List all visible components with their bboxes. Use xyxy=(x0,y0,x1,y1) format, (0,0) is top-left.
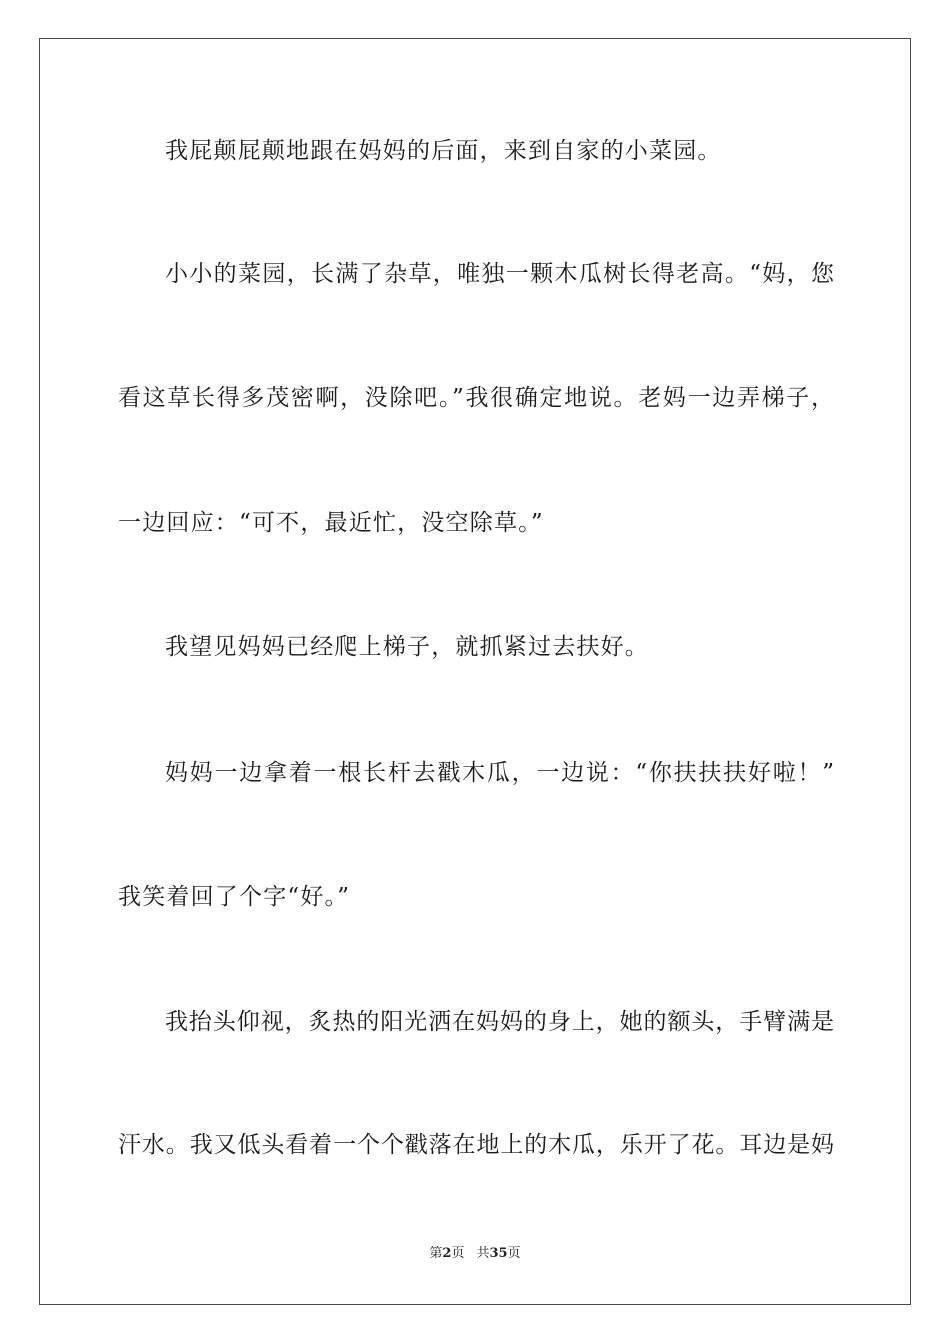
text-line-6: 妈妈一边拿着一根长杆去戳木瓜，一边说：“你扶扶扶好啦！” xyxy=(165,760,834,786)
text-line-5: 我望见妈妈已经爬上梯子，就抓紧过去扶好。 xyxy=(165,634,649,660)
text-line-3: 看这草长得多茂密啊，没除吧。”我很确定地说。老妈一边弄梯子， xyxy=(118,385,834,411)
page-prefix: 第 xyxy=(429,1246,443,1261)
page-footer xyxy=(0,1245,950,1263)
text-line-1: 我屁颠屁颠地跟在妈妈的后面，来到自家的小菜园。 xyxy=(165,138,722,164)
total-unit: 页 xyxy=(507,1246,521,1261)
total-prefix: 共 xyxy=(476,1246,490,1261)
text-line-7: 我笑着回了个字“好。” xyxy=(118,884,351,910)
text-line-2: 小小的菜园，长满了杂草，唯独一颗木瓜树长得老高。“妈，您 xyxy=(165,261,834,287)
page-unit: 页 xyxy=(451,1246,465,1261)
page-number: 2 xyxy=(442,1246,452,1261)
text-line-9: 汗水。我又低头看着一个个戳落在地上的木瓜，乐开了花。耳边是妈 xyxy=(118,1132,834,1158)
page-border xyxy=(39,38,911,1305)
text-line-8: 我抬头仰视，炙热的阳光洒在妈妈的身上，她的额头，手臂满是 xyxy=(165,1009,834,1035)
text-line-4: 一边回应：“可不，最近忙，没空除草。” xyxy=(118,510,544,536)
total-pages: 35 xyxy=(489,1246,508,1261)
